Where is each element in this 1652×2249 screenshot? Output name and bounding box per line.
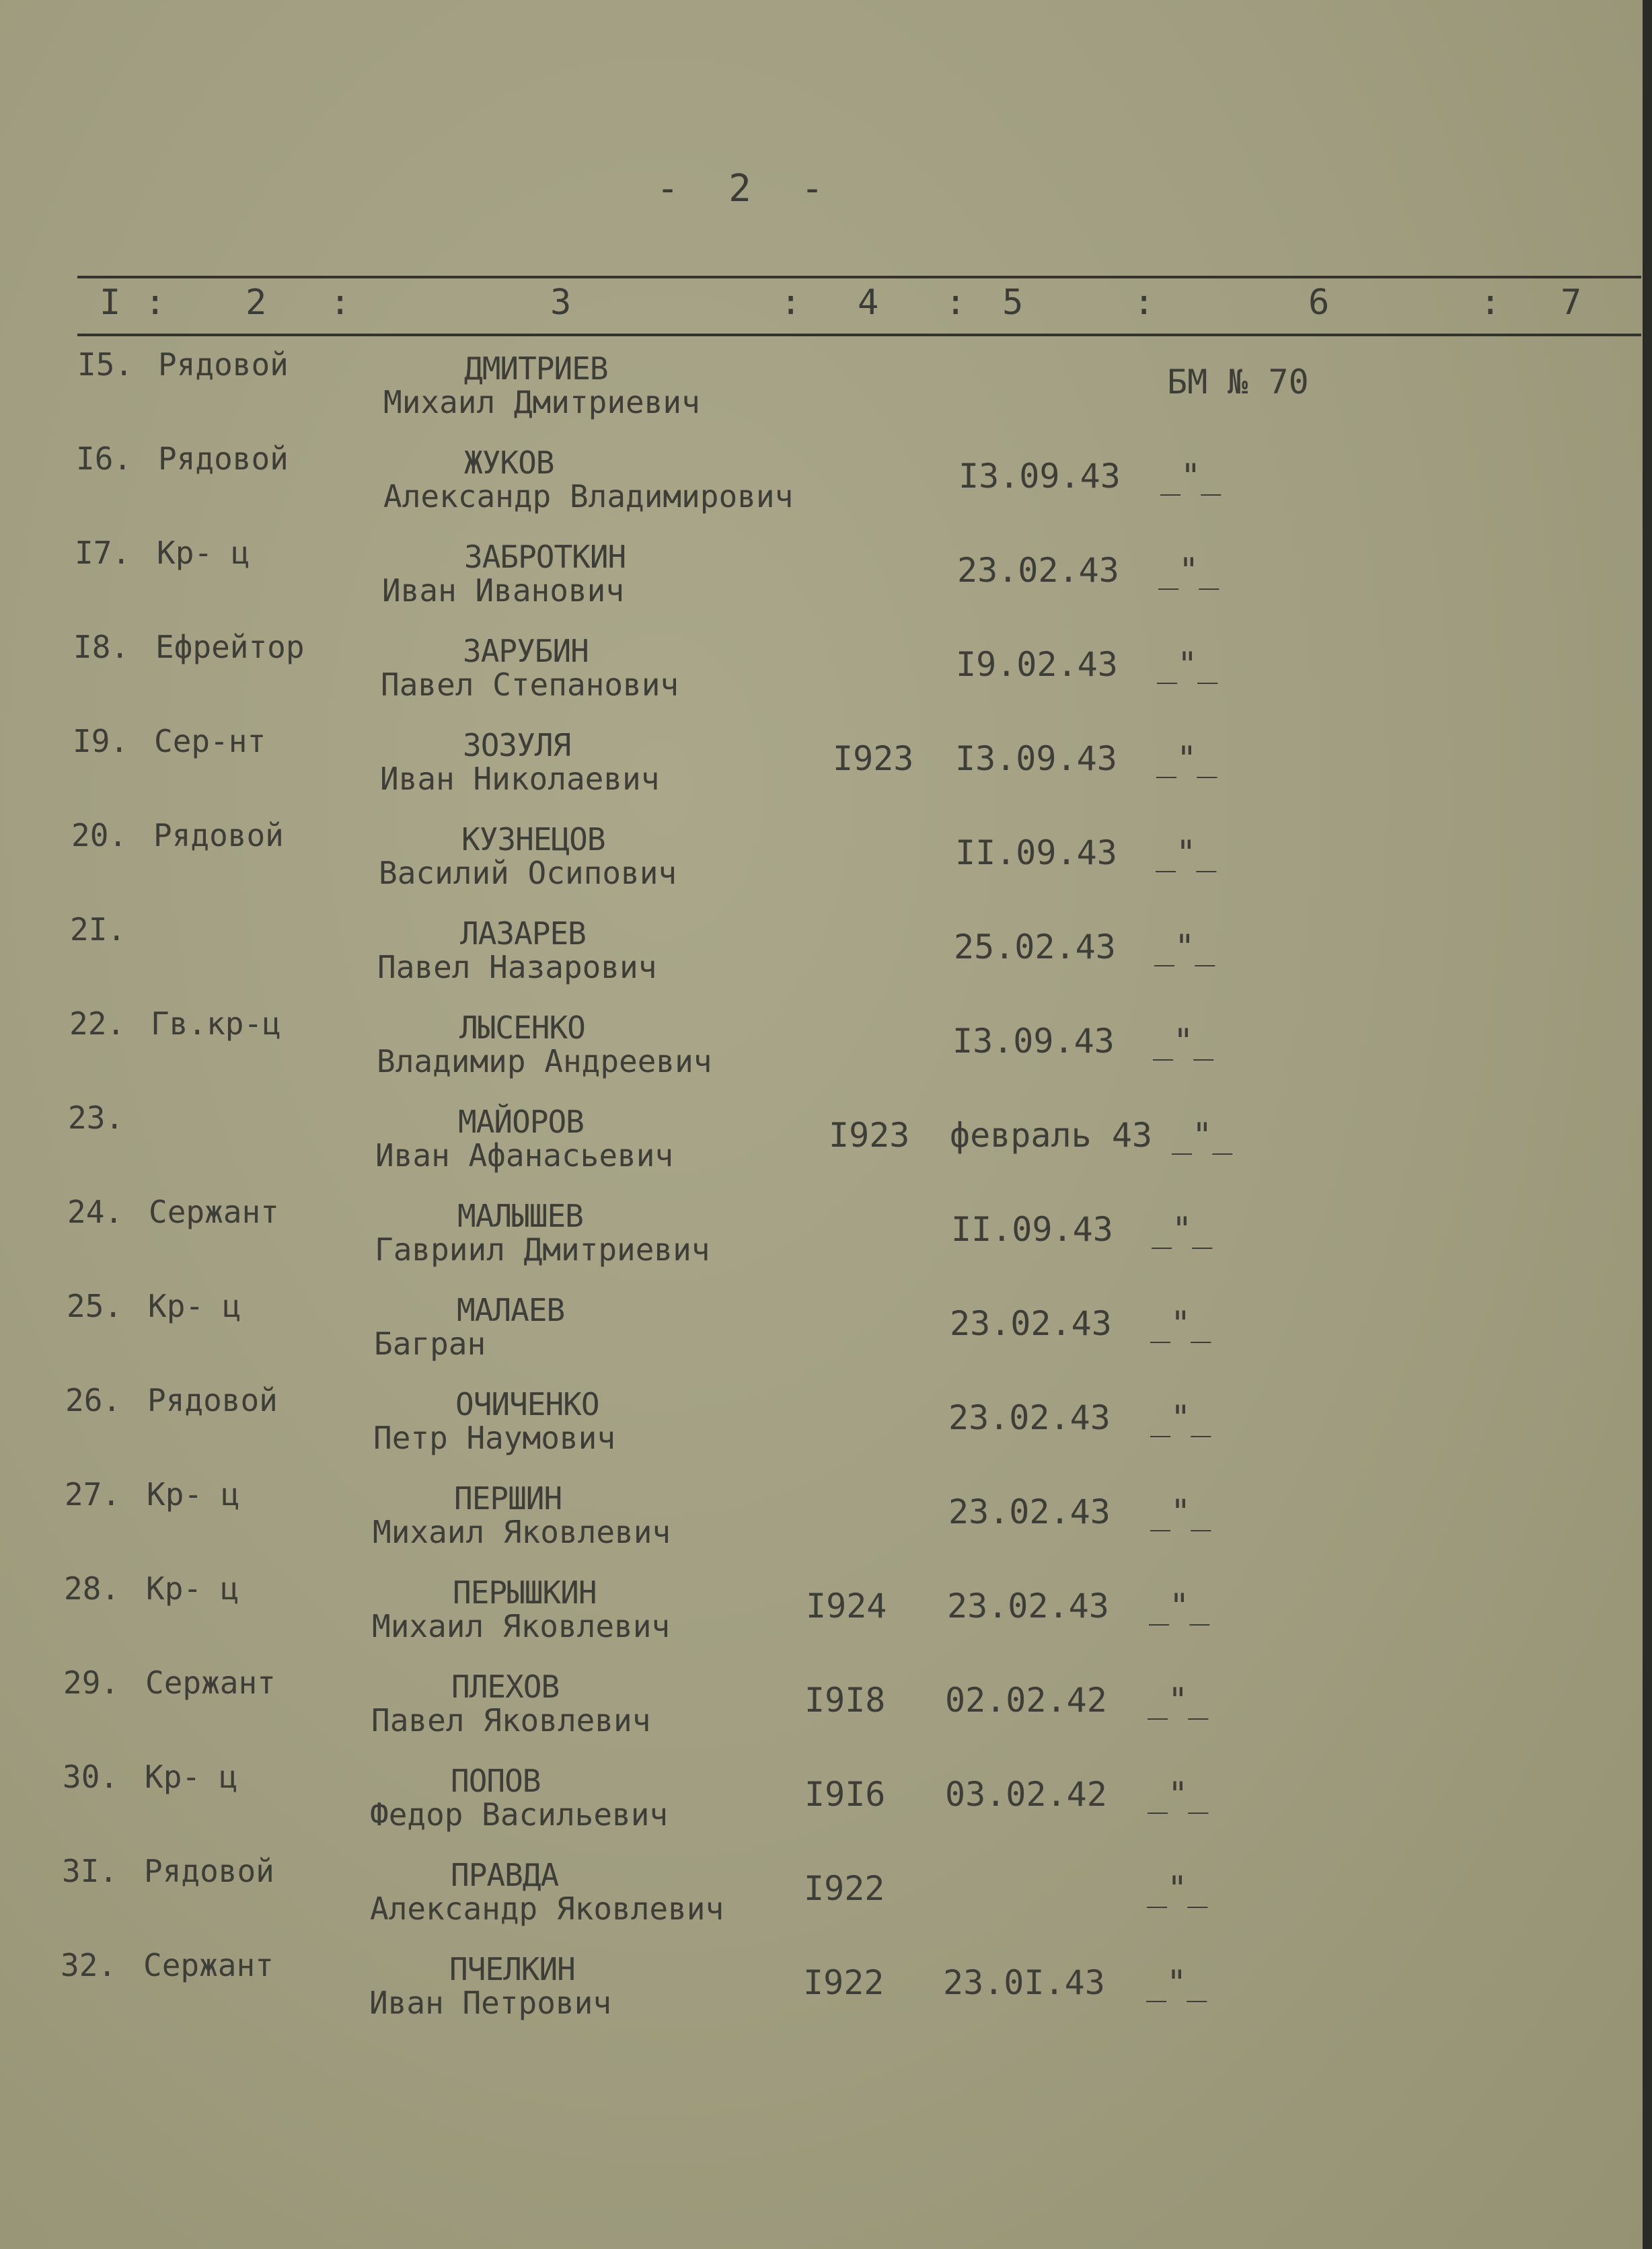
table-row bbox=[0, 1382, 1652, 1476]
row-rank: Рядовой bbox=[144, 1853, 274, 1889]
row-given-name: Михаил Яковлевич bbox=[373, 1514, 671, 1550]
table-row bbox=[0, 346, 1652, 441]
row-rank: Ефрейтор bbox=[155, 629, 305, 665]
table-row bbox=[0, 1665, 1652, 1759]
table-row bbox=[0, 1005, 1652, 1100]
column-header-5: 5 bbox=[1002, 282, 1024, 323]
column-header-6: 6 bbox=[1308, 282, 1330, 323]
row-given-name: Иван Иванович bbox=[382, 572, 625, 609]
row-surname: ПЕРШИН bbox=[454, 1480, 562, 1517]
row-rank: Кр- ц bbox=[157, 535, 250, 571]
row-ditto-mark: _"_ bbox=[1146, 1963, 1207, 2002]
row-birth-year: I922 bbox=[804, 1869, 885, 1908]
row-ditto-mark: _"_ bbox=[1172, 1116, 1233, 1155]
row-date: 23.02.43 bbox=[957, 551, 1119, 590]
row-rank: Рядовой bbox=[158, 346, 289, 383]
row-date: 23.02.43 bbox=[948, 1398, 1111, 1437]
row-birth-year: I923 bbox=[829, 1116, 910, 1155]
row-date: I9.02.43 bbox=[956, 645, 1118, 684]
row-number: I9. bbox=[73, 723, 129, 759]
table-row bbox=[0, 441, 1652, 535]
row-surname: ОЧИЧЕНКО bbox=[455, 1386, 599, 1422]
row-surname: ЗОЗУЛЯ bbox=[463, 727, 571, 763]
column-header-1: I bbox=[100, 282, 121, 323]
table-row bbox=[0, 1476, 1652, 1570]
row-given-name: Василий Осипович bbox=[379, 855, 677, 891]
row-rank: Рядовой bbox=[147, 1382, 278, 1418]
column-header-4: 4 bbox=[858, 282, 879, 323]
row-number: 28. bbox=[64, 1570, 120, 1607]
row-surname: МАЛАЕВ bbox=[457, 1292, 565, 1328]
row-ditto-mark: _"_ bbox=[1149, 1587, 1210, 1626]
row-number: 32. bbox=[61, 1947, 117, 1983]
row-rank: Сер-нт bbox=[154, 723, 266, 759]
row-ditto-mark: _"_ bbox=[1150, 1492, 1211, 1531]
row-surname: ПРАВДА bbox=[451, 1857, 559, 1893]
row-rank: Кр- ц bbox=[147, 1476, 240, 1513]
row-number: I5. bbox=[77, 346, 134, 383]
row-surname: ЛЫСЕНКО bbox=[459, 1009, 585, 1046]
row-given-name: Михаил Яковлевич bbox=[372, 1608, 671, 1644]
row-number: 27. bbox=[65, 1476, 121, 1513]
row-given-name: Павел Степанович bbox=[381, 666, 679, 703]
column-header-7: 7 bbox=[1561, 282, 1582, 323]
row-ditto-mark: _"_ bbox=[1147, 1869, 1208, 1908]
row-unit-mark: БМ № 70 bbox=[1167, 363, 1309, 402]
row-number: 22. bbox=[69, 1005, 126, 1042]
table-row bbox=[0, 1100, 1652, 1194]
row-number: 25. bbox=[67, 1288, 123, 1324]
row-date: I3.09.43 bbox=[955, 739, 1117, 778]
row-number: I8. bbox=[73, 629, 130, 665]
row-birth-year: I923 bbox=[833, 739, 914, 778]
table-row bbox=[0, 817, 1652, 911]
table-row bbox=[0, 535, 1652, 629]
row-surname: ЗАРУБИН bbox=[463, 633, 589, 669]
column-header-3: 3 bbox=[550, 282, 572, 323]
row-number: 2I. bbox=[70, 911, 126, 948]
row-given-name: Багран bbox=[374, 1326, 486, 1362]
table-row bbox=[0, 629, 1652, 723]
row-birth-year: I922 bbox=[803, 1963, 885, 2002]
row-date: 23.0I.43 bbox=[943, 1963, 1105, 2002]
row-rank: Кр- ц bbox=[145, 1759, 238, 1795]
row-number: 20. bbox=[71, 817, 128, 853]
row-date: 23.02.43 bbox=[948, 1492, 1111, 1531]
row-surname: КУЗНЕЦОВ bbox=[461, 821, 605, 857]
table-row bbox=[0, 1947, 1652, 2041]
row-ditto-mark: _"_ bbox=[1150, 1304, 1211, 1343]
row-ditto-mark: _"_ bbox=[1160, 457, 1222, 496]
row-number: 29. bbox=[63, 1665, 120, 1701]
row-number: 30. bbox=[63, 1759, 119, 1795]
document-page: - 2 - I : 2 : 3 : 4 : 5 : 6 : 7 I5. Рядовой ДМИТРИЕВ Михаил Дмитриевич БМ № 70 I6. Рядовой ЖУКОВ Александр Владимирович I3.09.43 _"_ I7. Кр- ц ЗАБРОТКИН Иван Иванович 23.02.43 _"_ I8. Ефрейтор ЗАРУБИН Павел Степанович I9.02.43 _"_ I9. Сер-нт ЗОЗУЛЯ Иван Николаевич I923 I3.09.43 _"_ 20. Рядовой КУЗНЕЦОВ Василий Осипович II.09.43 _"_ 2I. ЛАЗАРЕВ Павел Назарович 25.02.43 _"_ 22. Гв.кр-ц ЛЫСЕНКО Владимир Андреевич I3.09.43 _"_ 23. МАЙОРОВ Иван Афанасьевич I923 февраль 43 _"_ 24. Сержант МАЛЫШЕВ Гавриил Дмитриевич II.09.43 _"_ 25. Кр- ц МАЛАЕВ Багран 23.02.43 _"_ 26. Рядовой ОЧИЧЕНКО Петр Наумович 23.02.43 _"_ 27. Кр- ц ПЕРШИН Михаил Яковлевич 23.02.43 _"_ 28. Кр- ц ПЕРЫШКИН Михаил Яковлевич I924 23.02.43 _"_ 29. Сержант ПЛЕХОВ Павел Яковлевич I9I8 02.02.42 _"_ 30. Кр- ц ПОПОВ Федор Васильевич I9I6 03.02.42 _"_ 3I. Рядовой ПРАВДА Александр Яковлевич I922 _"_ 32. Сержант ПЧЕЛКИН Иван Петрович I922 23.0I.43 _"_ bbox=[0, 0, 1652, 2249]
row-ditto-mark: _"_ bbox=[1157, 645, 1218, 684]
row-number: I7. bbox=[75, 535, 131, 571]
row-birth-year: I9I6 bbox=[804, 1775, 886, 1814]
row-date: 23.02.43 bbox=[947, 1587, 1109, 1626]
row-ditto-mark: _"_ bbox=[1156, 739, 1217, 778]
row-ditto-mark: _"_ bbox=[1148, 1681, 1209, 1720]
row-number: 3I. bbox=[62, 1853, 118, 1889]
row-date: 25.02.43 bbox=[954, 927, 1116, 966]
table-row bbox=[0, 1570, 1652, 1665]
row-rank: Рядовой bbox=[153, 817, 284, 853]
row-given-name: Александр Владимирович bbox=[383, 478, 794, 514]
row-given-name: Иван Николаевич bbox=[380, 761, 660, 797]
row-given-name: Иван Афанасьевич bbox=[375, 1137, 674, 1174]
row-ditto-mark: _"_ bbox=[1152, 1210, 1213, 1249]
row-given-name: Петр Наумович bbox=[373, 1420, 616, 1456]
row-date: 23.02.43 bbox=[950, 1304, 1112, 1343]
row-birth-year: I9I8 bbox=[804, 1681, 886, 1720]
row-surname: ДМИТРИЕВ bbox=[464, 350, 608, 387]
table-row bbox=[0, 1853, 1652, 1947]
row-given-name: Павел Яковлевич bbox=[371, 1702, 651, 1739]
row-date: II.09.43 bbox=[951, 1210, 1113, 1249]
table-row bbox=[0, 723, 1652, 817]
row-surname: ПОПОВ bbox=[451, 1763, 541, 1799]
row-surname: МАЛЫШЕВ bbox=[457, 1198, 583, 1234]
row-given-name: Федор Васильевич bbox=[370, 1796, 669, 1833]
row-ditto-mark: _"_ bbox=[1148, 1775, 1209, 1814]
row-given-name: Михаил Дмитриевич bbox=[383, 384, 700, 420]
row-rank: Гв.кр-ц bbox=[151, 1005, 281, 1042]
table-row bbox=[0, 1288, 1652, 1382]
row-given-name: Гавриил Дмитриевич bbox=[375, 1231, 710, 1268]
row-number: 23. bbox=[68, 1100, 124, 1136]
row-date: I3.09.43 bbox=[952, 1022, 1115, 1061]
row-surname: ПЕРЫШКИН bbox=[453, 1574, 597, 1611]
row-date: февраль 43 bbox=[950, 1116, 1153, 1155]
row-ditto-mark: _"_ bbox=[1158, 551, 1219, 590]
page-number: - 2 - bbox=[656, 167, 837, 211]
row-rank: Сержант bbox=[149, 1194, 279, 1230]
row-surname: ПЧЕЛКИН bbox=[449, 1951, 575, 1987]
table-row bbox=[0, 1194, 1652, 1288]
row-surname: ПЛЕХОВ bbox=[451, 1669, 560, 1705]
row-date: II.09.43 bbox=[955, 833, 1117, 872]
table-row bbox=[0, 911, 1652, 1005]
row-given-name: Павел Назарович bbox=[377, 949, 657, 985]
row-date: I3.09.43 bbox=[959, 457, 1121, 496]
row-ditto-mark: _"_ bbox=[1156, 833, 1217, 872]
row-given-name: Александр Яковлевич bbox=[370, 1891, 724, 1927]
table-row bbox=[0, 1759, 1652, 1853]
row-date: 02.02.42 bbox=[945, 1681, 1107, 1720]
row-ditto-mark: _"_ bbox=[1154, 927, 1215, 966]
row-surname: МАЙОРОВ bbox=[458, 1104, 584, 1140]
row-given-name: Иван Петрович bbox=[369, 1985, 612, 2021]
row-given-name: Владимир Андреевич bbox=[377, 1043, 712, 1079]
row-ditto-mark: _"_ bbox=[1153, 1022, 1214, 1061]
table-header-rule bbox=[77, 334, 1641, 336]
row-surname: ЛАЗАРЕВ bbox=[460, 915, 586, 952]
row-birth-year: I924 bbox=[806, 1587, 887, 1626]
row-ditto-mark: _"_ bbox=[1150, 1398, 1211, 1437]
row-surname: ЗАБРОТКИН bbox=[464, 539, 626, 575]
row-number: 24. bbox=[67, 1194, 124, 1230]
table-top-rule bbox=[77, 276, 1641, 278]
row-rank: Рядовой bbox=[158, 441, 289, 477]
row-rank: Сержант bbox=[143, 1947, 274, 1983]
row-rank: Сержант bbox=[145, 1665, 276, 1701]
row-number: I6. bbox=[76, 441, 133, 477]
row-rank: Кр- ц bbox=[146, 1570, 239, 1607]
row-number: 26. bbox=[65, 1382, 122, 1418]
row-date: 03.02.42 bbox=[945, 1775, 1107, 1814]
row-surname: ЖУКОВ bbox=[464, 445, 554, 481]
column-header-2: 2 bbox=[246, 282, 267, 323]
row-rank: Кр- ц bbox=[148, 1288, 241, 1324]
